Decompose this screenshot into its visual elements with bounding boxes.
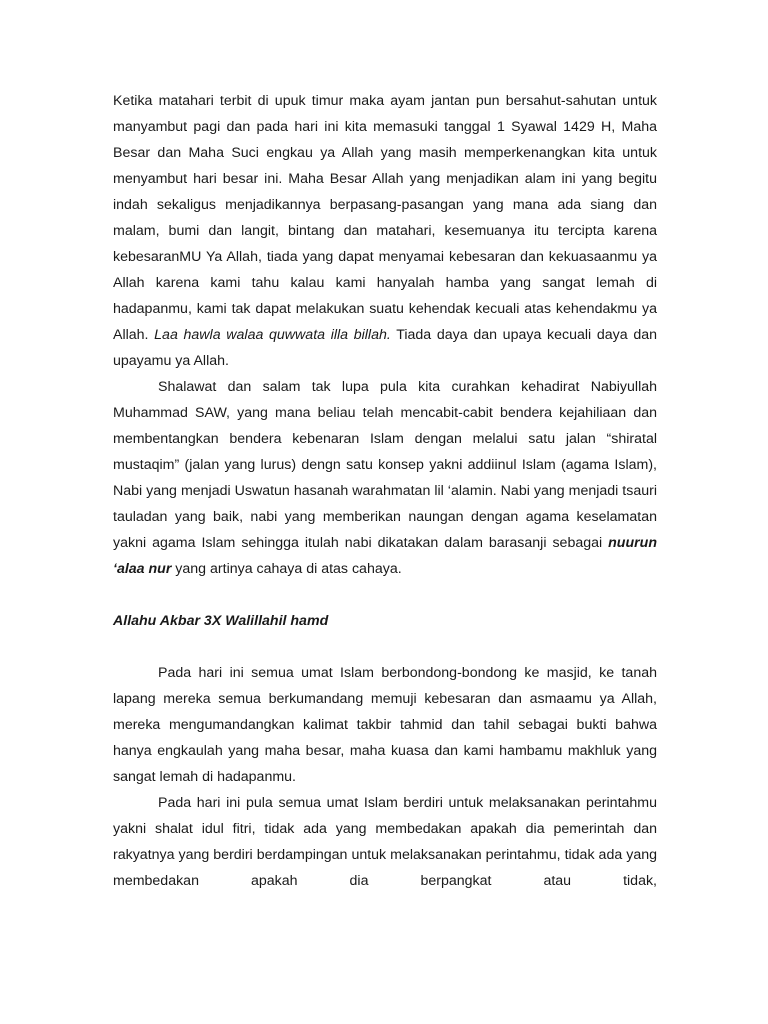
italic-phrase: Laa hawla walaa quwwata illa billah. xyxy=(154,327,391,343)
section-heading: Allahu Akbar 3X Walillahil hamd xyxy=(113,613,329,629)
paragraph-hari-ini: Pada hari ini semua umat Islam berbondong-bondong ke masjid, ke tanah lapang mereka semua berkumandang memuji kebesaran dan asmaamu ya Allah, mereka mengumandangkan kalimat takbir tahmid dan tahil sebagai bukti bahwa hanya engkaulah yang maha besar, maha kuasa dan kami hambamu makhluk yang sangat lemah di hadapanmu. xyxy=(113,665,657,785)
paragraph-hari-ini-pula: Pada hari ini pula semua umat Islam berdiri untuk melaksanakan perintahmu yakni shalat idul fitri, tidak ada yang membedakan apakah dia pemerintah dan rakyatnya yang berdiri berdampingan untuk melaksanakan perintahmu, tidak ada yang membedakan apakah dia berpangkat atau tidak, xyxy=(113,795,657,889)
paragraph-text: Ketika matahari terbit di upuk timur maka ayam jantan pun bersahut-sahutan untuk manyambut pagi dan pada hari ini kita memasuki tanggal 1 Syawal 1429 H, Maha Besar dan Maha Suci engkau ya Allah yang masih memperkenangkan kita untuk menyambut hari besar ini. Maha Besar Allah yang menjadikan alam ini yang begitu indah sekaligus menjadikannya berpasang-pasangan yang mana ada siang dan malam, bumi dan langit, bintang dan matahari, kesemuanya itu tercipta karena kebesaranMU Ya Allah, tiada yang dapat menyamai kebesaran dan kekuasaanmu ya Allah karena kami tahu kalau kami hanyalah hamba yang sangat lemah di hadapanmu, kami tak dapat melakukan suatu kehendak kecuali atas kehendakmu ya Allah. xyxy=(113,93,657,343)
paragraph-shalawat xyxy=(113,374,657,582)
paragraph-text: yang artinya cahaya di atas cahaya. xyxy=(171,561,402,577)
paragraph-intro xyxy=(113,88,657,374)
bold-italic-phrase: nuurun ‘alaa nur xyxy=(113,535,657,577)
document-page xyxy=(113,88,657,894)
paragraph-text: Tiada daya dan upaya kecuali daya dan upayamu ya Allah. xyxy=(113,327,657,369)
paragraph-text: Shalawat dan salam tak lupa pula kita curahkan kehadirat Nabiyullah Muhammad SAW, yang mana beliau telah mencabit-cabit bendera kejahiliaan dan membentangkan bendera kebenaran Islam dengan melalui satu jalan “shiratal mustaqim” (jalan yang lurus) dengn satu konsep yakni addiinul Islam (agama Islam), Nabi yang menjadi Uswatun hasanah warahmatan lil ‘alamin. Nabi yang menjadi tsauri tauladan yang baik, nabi yang memberikan naungan dengan agama keselamatan yakni agama Islam sehingga itulah nabi dikatakan dalam barasanji sebagai xyxy=(113,379,657,551)
